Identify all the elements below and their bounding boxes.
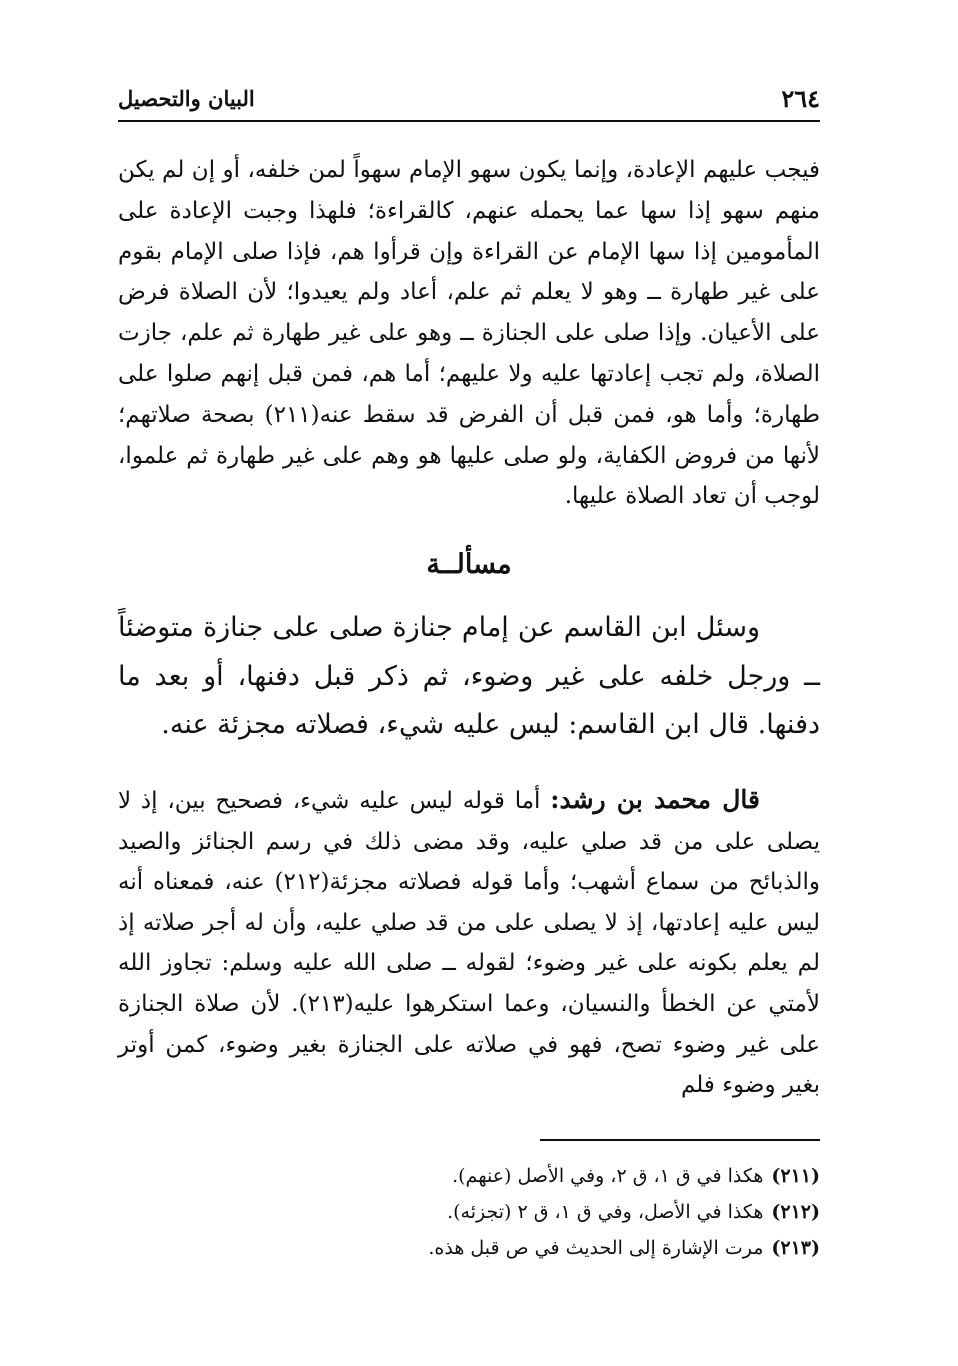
footnotes [118,1158,820,1266]
footnote-text: هكذا في ق ١، ق ٢، وفي الأصل (عنهم). [452,1165,764,1187]
footnote-211 [118,1158,820,1194]
section-heading: مسألــة [426,549,512,580]
footnote-text: هكذا في الأصل، وفي ق ١، ق ٢ (تجزئه). [447,1201,764,1223]
footnote-number: (٢١٢) [771,1201,820,1223]
page-number: ٢٦٤ [781,84,820,113]
commentary-lead: قال محمد بن رشد: [550,785,760,814]
footnote-separator [540,1139,820,1141]
footnote-213 [118,1230,820,1266]
running-title: البيان والتحصيل [118,86,255,111]
footnote-number: (٢١١) [771,1165,820,1187]
footnote-212 [118,1194,820,1230]
footnote-text: مرت الإشارة إلى الحديث في ص قبل هذه. [428,1237,764,1259]
page-header [118,84,820,122]
commentary-text: أما قوله ليس عليه شيء، فصحيح بين، إذ لا يصلى على من قد صلي عليه، وقد مضى ذلك في رسم الجنائز والصيد والذبائح من سماع أشهب؛ وأما قوله فصلاته مجزئة(٢١٢) عنه، فمعناه أنه ليس عليه إعادتها، إذ لا يصلى على من قد صلي عليه، وأن له أجر صلاته إذ لم يعلم بكونه على غير وضوء؛ لقوله ــ صلى الله عليه وسلم: تجاوز الله لأمتي عن الخطأ والنسيان، وعما استكرهوا عليه(٢١٣). لأن صلاة الجنازة على غير وضوء تصح، فهو في صلاته على الجنازة بغير وضوء، كمن أوتر بغير وضوء فلم [118,788,820,1099]
footnote-number: (٢١٣) [771,1237,820,1259]
commentary-paragraph [118,780,820,1106]
question-paragraph: وسئل ابن القاسم عن إمام جنازة صلى على جنازة متوضئاً ــ ورجل خلفه على غير وضوء، ثم ذكر قبل دفنها، أو بعد ما دفنها. قال ابن القاسم: ليس عليه شيء، فصلاته مجزئة عنه. [118,612,820,740]
body-paragraph-1: فيجب عليهم الإعادة، وإنما يكون سهو الإمام سهواً لمن خلفه، أو إن لم يكن منهم سهو إذا سها عما يحمله عنهم، كالقراءة؛ فلهذا وجبت الإعادة على المأمومين إذا سها الإمام عن القراءة وإن قرأوا هم، فإذا صلى الإمام بقوم على غير طهارة ــ وهو لا يعلم ثم علم، أعاد ولم يعيدوا؛ لأن الصلاة فرض على الأعيان. وإذا صلى على الجنازة ــ وهو على غير طهارة ثم علم، جازت الصلاة، ولم تجب إعادتها عليه ولا عليهم؛ أما هم، فمن قبل إنهم صلوا على طهارة؛ وأما هو، فمن قبل أن الفرض قد سقط عنه(٢١١) بصحة صلاتهم؛ لأنها من فروض الكفاية، ولو صلى عليها هو وهم على غير طهارة ثم علموا، لوجب أن تعاد الصلاة عليها. [118,157,820,510]
